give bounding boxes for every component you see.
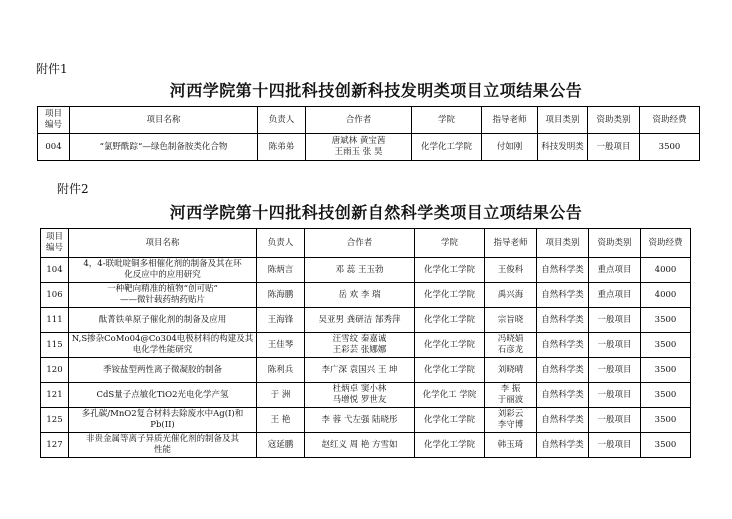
cell-advisor: 冯晓娟 石彦龙 bbox=[485, 333, 537, 358]
cell-project-category: 自然科学类 bbox=[537, 433, 589, 458]
cell-project-name: 一种靶向精准的植物“创可贴” ——微针载药纳药贴片 bbox=[69, 283, 257, 308]
cell-funding-category: 重点项目 bbox=[589, 258, 641, 283]
header-cell: 学院 bbox=[415, 229, 485, 258]
cell-collaborators: 吴亚男 龚研洁 郜秀萍 bbox=[305, 308, 415, 333]
cell-funding-category: 一般项目 bbox=[589, 408, 641, 433]
header-cell: 指导老师 bbox=[485, 229, 537, 258]
cell-id: 125 bbox=[41, 408, 69, 433]
cell-funding-category: 一般项目 bbox=[589, 333, 641, 358]
cell-project-name: CdS量子点敏化TiO2光电化学产氢 bbox=[69, 383, 257, 408]
cell-funding-amount: 3500 bbox=[641, 308, 691, 333]
cell-advisor: 李 振 于丽波 bbox=[485, 383, 537, 408]
cell-collaborators: 唐斌林 黄宝茜 王雨玉 张 昊 bbox=[306, 134, 412, 161]
header-cell: 负责人 bbox=[257, 229, 305, 258]
cell-funding-category: 一般项目 bbox=[589, 383, 641, 408]
cell-leader: 陈海鹏 bbox=[257, 283, 305, 308]
cell-funding-category: 一般项目 bbox=[589, 308, 641, 333]
cell-college: 化学化工学院 bbox=[415, 408, 485, 433]
cell-college: 化学化工学院 bbox=[415, 283, 485, 308]
cell-id: 120 bbox=[41, 358, 69, 383]
cell-leader: 陈利兵 bbox=[257, 358, 305, 383]
cell-leader: 王佳琴 bbox=[257, 333, 305, 358]
cell-collaborators: 赵红义 周 艳 方雪如 bbox=[305, 433, 415, 458]
cell-project-name: 季铵盐型两性离子微凝胶的制备 bbox=[69, 358, 257, 383]
announcement-title-1: 河西学院第十四批科技创新科技发明类项目立项结果公告 bbox=[169, 81, 583, 100]
cell-college: 化学化工 学院 bbox=[415, 383, 485, 408]
cell-project-name: N,S掺杂CoMo04@Co304电极材料的构建及其 电化学性能研究 bbox=[69, 333, 257, 358]
cell-project-name: 酞菁铁单原子催化剂的制备及应用 bbox=[69, 308, 257, 333]
cell-leader: 王海锋 bbox=[257, 308, 305, 333]
cell-advisor: 刘晓晴 bbox=[485, 358, 537, 383]
cell-id: 104 bbox=[41, 258, 69, 283]
header-cell: 负责人 bbox=[258, 107, 306, 134]
header-cell: 项目 编号 bbox=[41, 229, 69, 258]
table-header-row bbox=[41, 229, 691, 258]
cell-id: 115 bbox=[41, 333, 69, 358]
cell-funding-amount: 4000 bbox=[641, 258, 691, 283]
table-row bbox=[41, 383, 691, 408]
header-cell: 项目类别 bbox=[538, 107, 588, 134]
cell-college: 化学化工学院 bbox=[415, 258, 485, 283]
cell-project-category: 自然科学类 bbox=[537, 358, 589, 383]
cell-funding-category: 重点项目 bbox=[589, 283, 641, 308]
attachment-label-1: 附件1 bbox=[36, 62, 68, 76]
cell-id: 004 bbox=[38, 134, 70, 161]
header-cell: 项目类别 bbox=[537, 229, 589, 258]
cell-leader: 于 洲 bbox=[257, 383, 305, 408]
attachment-label-2: 附件2 bbox=[57, 182, 89, 196]
header-cell: 资助类别 bbox=[588, 107, 640, 134]
cell-project-category: 自然科学类 bbox=[537, 258, 589, 283]
cell-collaborators: 岳 欢 李 瑞 bbox=[305, 283, 415, 308]
cell-advisor: 付如刚 bbox=[482, 134, 538, 161]
header-cell: 合作者 bbox=[305, 229, 415, 258]
table-row bbox=[41, 358, 691, 383]
header-cell: 学院 bbox=[412, 107, 482, 134]
cell-advisor: 禹兴海 bbox=[485, 283, 537, 308]
header-cell: 资助类别 bbox=[589, 229, 641, 258]
cell-project-name: 非贵金属等离子异质光催化剂的制备及其 性能 bbox=[69, 433, 257, 458]
cell-college: 化学化工学院 bbox=[415, 358, 485, 383]
table-row bbox=[41, 333, 691, 358]
cell-project-name: 多孔碳/MnO2复合材料去除废水中Ag(I)和 Pb(II) bbox=[69, 408, 257, 433]
cell-collaborators: 李 蓉 弋左强 陆晓彤 bbox=[305, 408, 415, 433]
header-cell: 合作者 bbox=[306, 107, 412, 134]
cell-id: 111 bbox=[41, 308, 69, 333]
cell-project-category: 自然科学类 bbox=[537, 383, 589, 408]
cell-project-category: 自然科学类 bbox=[537, 283, 589, 308]
table-row bbox=[38, 134, 700, 161]
header-cell: 资助经费 bbox=[641, 229, 691, 258]
cell-collaborators: 杜炳卓 窦小林 马增悦 罗世友 bbox=[305, 383, 415, 408]
cell-college: 化学化工学院 bbox=[415, 333, 485, 358]
cell-advisor: 宗旨晓 bbox=[485, 308, 537, 333]
cell-funding-category: 一般项目 bbox=[589, 433, 641, 458]
header-cell: 项目名称 bbox=[69, 229, 257, 258]
cell-funding-category: 一般项目 bbox=[588, 134, 640, 161]
cell-college: 化学化工学院 bbox=[415, 433, 485, 458]
cell-college: 化学化工学院 bbox=[415, 308, 485, 333]
cell-funding-amount: 3500 bbox=[641, 358, 691, 383]
cell-funding-amount: 3500 bbox=[641, 433, 691, 458]
header-cell: 资助经费 bbox=[640, 107, 700, 134]
cell-funding-amount: 3500 bbox=[640, 134, 700, 161]
table-row bbox=[41, 258, 691, 283]
cell-leader: 陈弟弟 bbox=[258, 134, 306, 161]
cell-funding-amount: 3500 bbox=[641, 408, 691, 433]
cell-leader: 王 艳 bbox=[257, 408, 305, 433]
table-row bbox=[41, 408, 691, 433]
header-cell: 项目名称 bbox=[70, 107, 258, 134]
cell-college: 化学化工学院 bbox=[412, 134, 482, 161]
cell-advisor: 韩玉琦 bbox=[485, 433, 537, 458]
announcement-title-2: 河西学院第十四批科技创新自然科学类项目立项结果公告 bbox=[169, 203, 583, 222]
cell-funding-amount: 3500 bbox=[641, 383, 691, 408]
table-header-row bbox=[38, 107, 700, 134]
cell-project-name: 4，4-联吡啶铜多相催化剂的制备及其在环 化反应中的应用研究 bbox=[69, 258, 257, 283]
cell-project-name: “氯野酰踪“—绿色制备胺类化合物 bbox=[70, 134, 258, 161]
cell-leader: 陈炳言 bbox=[257, 258, 305, 283]
cell-project-category: 自然科学类 bbox=[537, 408, 589, 433]
table-row bbox=[41, 308, 691, 333]
cell-advisor: 王俊科 bbox=[485, 258, 537, 283]
table-row bbox=[41, 283, 691, 308]
header-cell: 项目 编号 bbox=[38, 107, 70, 134]
cell-funding-amount: 3500 bbox=[641, 333, 691, 358]
header-cell: 指导老师 bbox=[482, 107, 538, 134]
cell-funding-amount: 4000 bbox=[641, 283, 691, 308]
cell-id: 127 bbox=[41, 433, 69, 458]
cell-funding-category: 一般项目 bbox=[589, 358, 641, 383]
cell-leader: 寇延鹏 bbox=[257, 433, 305, 458]
cell-collaborators: 汪雪纹 秦嘉诚 王彩芸 张娜娜 bbox=[305, 333, 415, 358]
table-row bbox=[41, 433, 691, 458]
cell-project-category: 自然科学类 bbox=[537, 333, 589, 358]
cell-advisor: 刘彩云 李守博 bbox=[485, 408, 537, 433]
cell-project-category: 科技发明类 bbox=[538, 134, 588, 161]
cell-id: 106 bbox=[41, 283, 69, 308]
cell-project-category: 自然科学类 bbox=[537, 308, 589, 333]
cell-id: 121 bbox=[41, 383, 69, 408]
project-table-natural-science bbox=[40, 228, 691, 458]
project-table-invention bbox=[37, 106, 700, 161]
cell-collaborators: 邓 蕊 王玉勃 bbox=[305, 258, 415, 283]
cell-collaborators: 李广深 袁国兴 王 坤 bbox=[305, 358, 415, 383]
